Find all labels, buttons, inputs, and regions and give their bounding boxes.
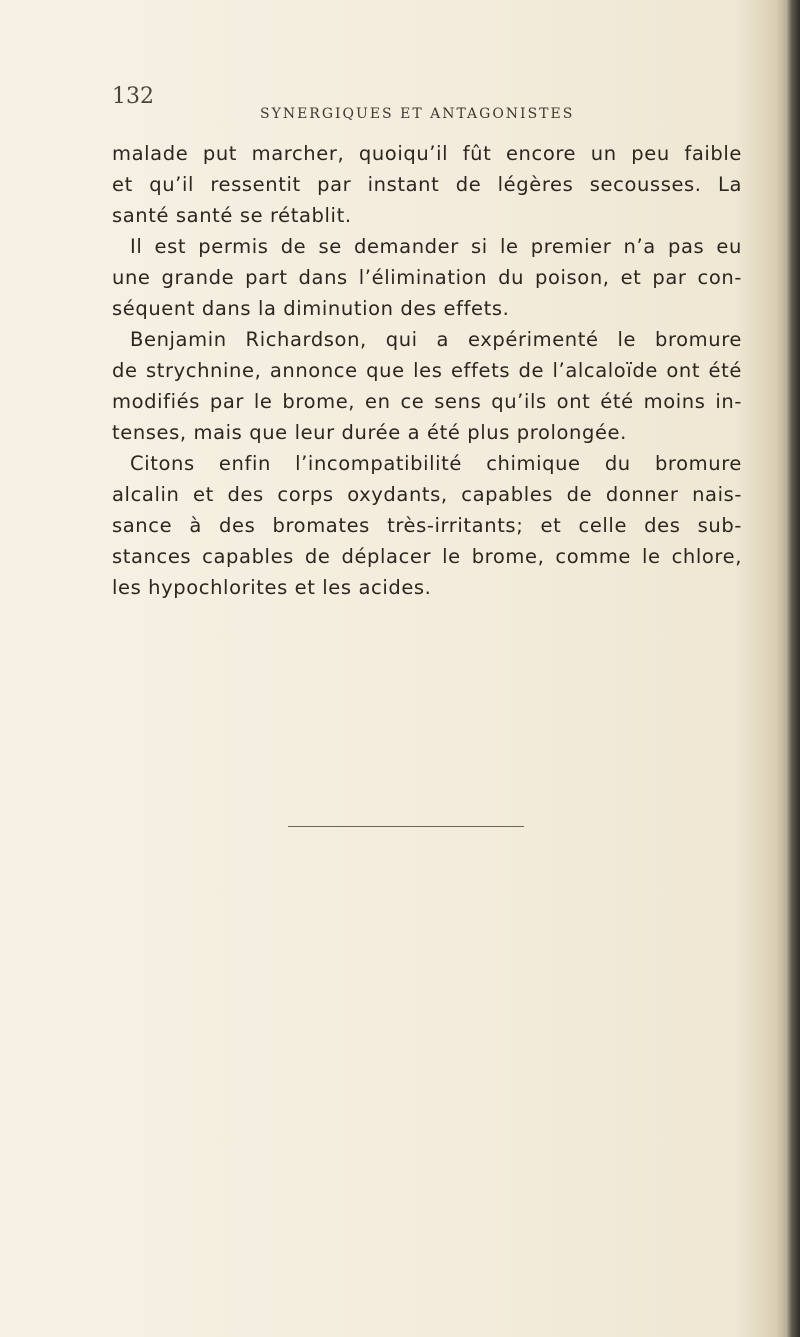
text-line: Il est permis de se demander si le premier n’a pas eu bbox=[130, 235, 742, 258]
text-line: séquent dans la diminution des effets. bbox=[112, 297, 510, 320]
page-number: 132 bbox=[112, 84, 154, 109]
text-line: alcalin et des corps oxydants, capables de donner nais- bbox=[112, 483, 742, 506]
text-line: Citons enfin l’incompatibilité chimique du bromure bbox=[130, 452, 742, 475]
text-line: modifiés par le brome, en ce sens qu’ils ont été moins in- bbox=[112, 390, 742, 413]
text-line: les hypochlorites et les acides. bbox=[112, 576, 432, 599]
text-line: sance à des bromates très-irritants; et celle des sub- bbox=[112, 514, 742, 537]
text-line: et qu’il ressentit par instant de légères secousses. La bbox=[112, 173, 742, 196]
running-head: SYNERGIQUES ET ANTAGONISTES bbox=[260, 106, 575, 122]
text-line: malade put marcher, quoiqu’il fût encore un peu faible bbox=[112, 142, 742, 165]
text-line: stances capables de déplacer le brome, comme le chlore, bbox=[112, 545, 742, 568]
text-line: de strychnine, annonce que les effets de l’alcaloïde ont été bbox=[112, 359, 742, 382]
text-line: tenses, mais que leur durée a été plus prolongée. bbox=[112, 421, 627, 444]
text-line: une grande part dans l’élimination du poison, et par con- bbox=[112, 266, 742, 289]
text-line: Benjamin Richardson, qui a expérimenté le bromure bbox=[130, 328, 742, 351]
page-header bbox=[112, 84, 752, 124]
section-divider bbox=[288, 826, 524, 827]
text-line: santé santé se rétablit. bbox=[112, 204, 352, 227]
body-text bbox=[112, 138, 742, 603]
page-edge-shadow bbox=[786, 0, 800, 1337]
